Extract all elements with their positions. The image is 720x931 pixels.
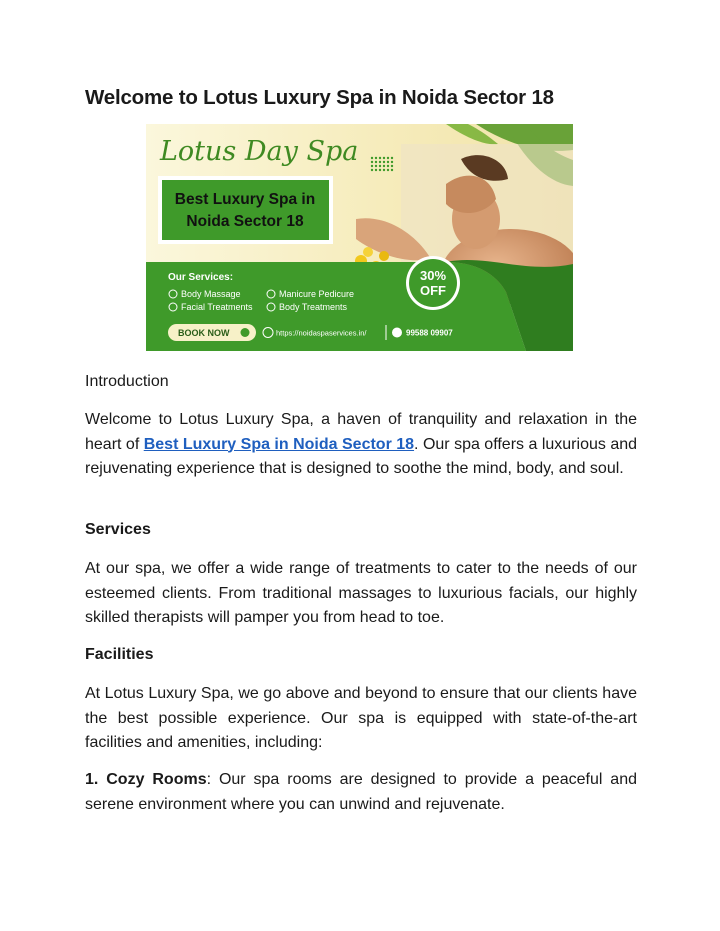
phone-text: 99588 09907: [406, 328, 453, 338]
intro-text-after: . Our spa offers a luxurious and rejuvenating experience that is designed to soothe the mind, body, and soul.: [85, 435, 638, 477]
book-now-button: [168, 324, 256, 341]
service-item-2: Manicure Pedicure: [279, 289, 355, 299]
phone-icon: [392, 328, 402, 338]
intro-heading: Introduction: [85, 373, 169, 390]
services-heading: Our Services:: [168, 272, 234, 283]
facility-item-label: 1. Cozy Rooms: [85, 771, 207, 788]
service-item-1: Body Massage: [181, 289, 241, 299]
page-title: Welcome to Lotus Luxury Spa in Noida Sector 18: [85, 86, 554, 109]
discount-badge: [406, 256, 460, 310]
facilities-paragraph: At Lotus Luxury Spa, we go above and beyond to ensure that our clients have the best possible experience. Our spa is equipped with state-of-the-art facilities and amenities, including:: [85, 685, 637, 751]
service-item-3: Facial Treatments: [181, 302, 253, 312]
discount-percent: 30%: [419, 268, 447, 283]
discount-off: OFF: [420, 283, 446, 298]
book-now-label: BOOK NOW: [178, 328, 230, 338]
arrow-icon: [241, 328, 250, 337]
website-text: https://noidaspaservices.in/: [276, 328, 367, 338]
service-item-4: Body Treatments: [279, 302, 348, 312]
services-paragraph: At our spa, we offer a wide range of treatments to cater to the needs of our esteemed clients. From traditional massages to luxurious facials, our highly skilled therapists will pamper you from head to toe.: [85, 560, 637, 626]
headline-box: [158, 176, 333, 244]
brand-logo-text: Lotus Day Spa: [160, 136, 359, 167]
spa-banner-image: [146, 124, 573, 351]
spa-noida-link[interactable]: Best Luxury Spa in Noida Sector 18: [143, 435, 415, 453]
headline-line-2: Noida Sector 18: [186, 213, 304, 230]
facility-item-cozy-rooms: [85, 768, 637, 817]
headline-line-1: Best Luxury Spa in: [174, 191, 316, 208]
facilities-heading: Facilities: [85, 646, 154, 663]
services-heading: Services: [85, 521, 151, 538]
facility-item-text: : Our spa rooms are designed to provide a peaceful and serene environment where you can unwind and rejuvenate.: [85, 771, 638, 813]
intro-text-before: Welcome to Lotus Luxury Spa, a haven of tranquility and relaxation in the heart of: [85, 411, 637, 453]
intro-paragraph: [85, 408, 637, 482]
